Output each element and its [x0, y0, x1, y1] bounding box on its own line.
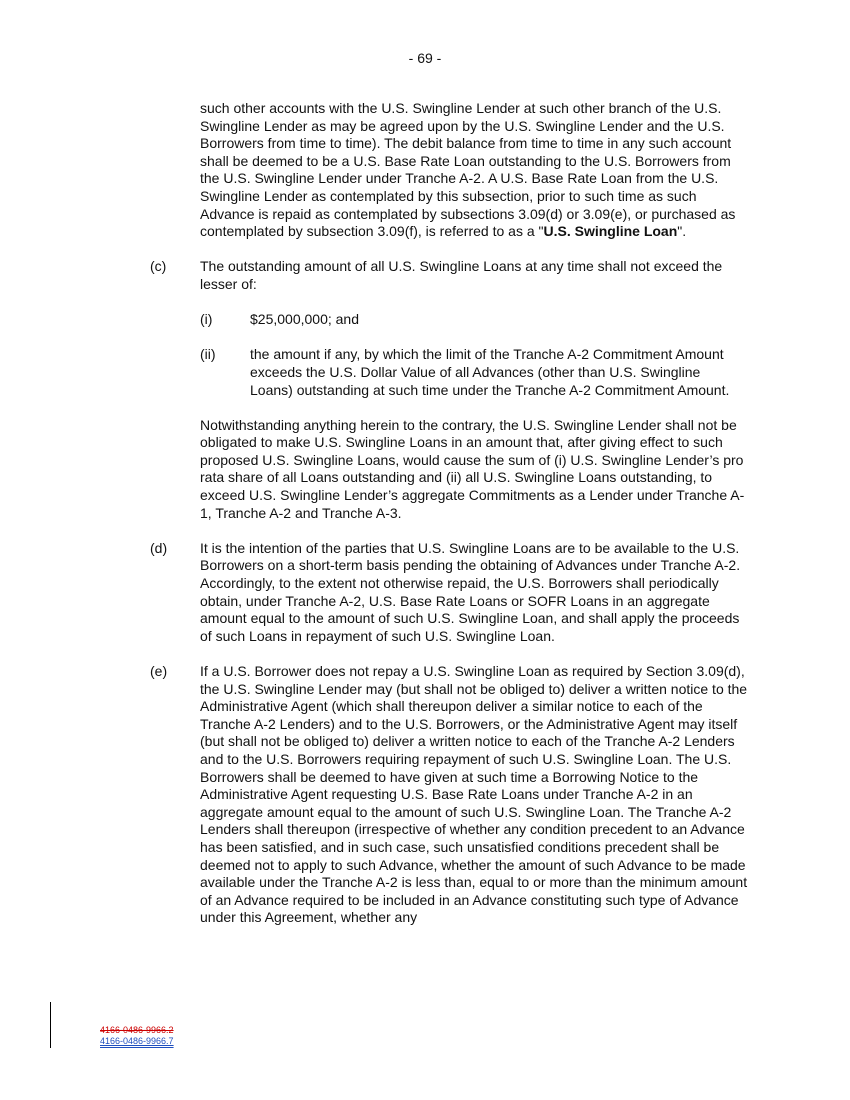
- clause-c-label: (c): [150, 258, 167, 275]
- clause-e-text: If a U.S. Borrower does not repay a U.S. Swingline Loan as required by Section 3.09(d), the U.S. Swingline Lender may (but shall not be obliged to) deliver a written notice to the Administrative Agent (which shall thereupon deliver a similar notice to each of the Tranche A-2 Lenders) and to the U.S. Borrowers, or the Administrative Agent may itself (but shall not be obliged to) deliver a written notice to each of the Tranche A-2 Lenders and to the U.S. Borrowers requiring repayment of such U.S. Swingline Loan. The U.S. Borrowers shall be deemed to have given at such time a Borrowing Notice to the Administrative Agent requesting U.S. Base Rate Loans under Tranche A-2 in an aggregate amount equal to the amount of such U.S. Swingline Loan. The Tranche A-2 Lenders shall thereupon (irrespective of whether any condition precedent to an Advance has been satisfied, and in such case, such unsatisfied conditions precedent shall be deemed not to apply to such Advance, whether the amount of such Advance to be made available under the Tranche A-2 is less than, equal to or more than the minimum amount of an Advance required to be included in an Advance constituting such type of Advance under this Agreement, whether any: [200, 663, 748, 926]
- defined-term: U.S. Swingline Loan: [543, 223, 678, 240]
- clause-c-i-label: (i): [200, 311, 213, 328]
- clause-d-label: (d): [150, 539, 168, 556]
- clause-d: [150, 539, 752, 646]
- clause-c-ii-text: the amount if any, by which the limit of the Tranche A-2 Commitment Amount exceeds the U.S. Dollar Value of all Advances (other than U.S. Swingline Loans) outstanding at such time under the Tranche A-2 Commitment Amount.: [250, 346, 730, 398]
- clause-e-label: (e): [150, 663, 168, 679]
- clause-c-text: The outstanding amount of all U.S. Swingline Loans at any time shall not exceed the lesser of:: [200, 258, 723, 292]
- document-body: [0, 100, 850, 927]
- clause-c: [150, 258, 752, 293]
- intro-paragraph: [200, 100, 752, 241]
- doc-id-deleted: 4166-0486-9966.2: [100, 1025, 174, 1035]
- intro-text: such other accounts with the U.S. Swingline Lender at such other branch of the U.S. Swingline Lender as may be agreed upon by the U.S. Swingline Lender and the U.S. Borrowers from time to time). The debit balance from time to time in any such account shall be deemed to be a U.S. Base Rate Loan outstanding to the U.S. Borrowers from the U.S. Swingline Lender under Tranche A-2. A U.S. Base Rate Loan from the U.S. Swingline Lender as contemplated by this subsection, prior to such time as such Advance is repaid as contemplated by subsections 3.09(d) or 3.09(e), or purchased as contemplated by subsection 3.09(f), is referred to as a ": [200, 100, 736, 240]
- clause-e: [150, 663, 752, 927]
- clause-c-ii-label: (ii): [200, 346, 216, 363]
- clause-d-text: It is the intention of the parties that U.S. Swingline Loans are to be available to the U.S. Borrowers on a short-term basis pending the obtaining of Advances under Tranche A-2. Accordingly, to the extent not otherwise repaid, the U.S. Borrowers shall periodically obtain, under Tranche A-2, U.S. Base Rate Loans or SOFR Loans in an aggregate amount equal to the amount of such U.S. Swingline Loan, and shall apply the proceeds of such Loans in repayment of such U.S. Swingline Loan.: [200, 539, 741, 644]
- change-bar: [50, 1002, 51, 1048]
- page-number: - 69 -: [408, 50, 442, 66]
- clause-c-i-text: $25,000,000; and: [250, 311, 359, 328]
- clause-c-i: [200, 311, 730, 329]
- footer-doc-ids: [100, 1025, 174, 1047]
- clause-c-ii: [200, 346, 730, 399]
- doc-id-inserted: 4166-0486-9966.7: [100, 1036, 174, 1046]
- notwithstanding-paragraph: Notwithstanding anything herein to the contrary, the U.S. Swingline Lender shall not be obligated to make U.S. Swingline Loans in an amount that, after giving effect to such proposed U.S. Swingline Loans, would cause the sum of (i) U.S. Swingline Lender’s pro rata share of all Loans outstanding and (ii) all U.S. Swingline Loans outstanding, to exceed U.S. Swingline Lender’s aggregate Commitments as a Lender under Tranche A-1, Tranche A-2 and Tranche A-3.: [200, 416, 745, 521]
- intro-suffix: ".: [677, 223, 687, 240]
